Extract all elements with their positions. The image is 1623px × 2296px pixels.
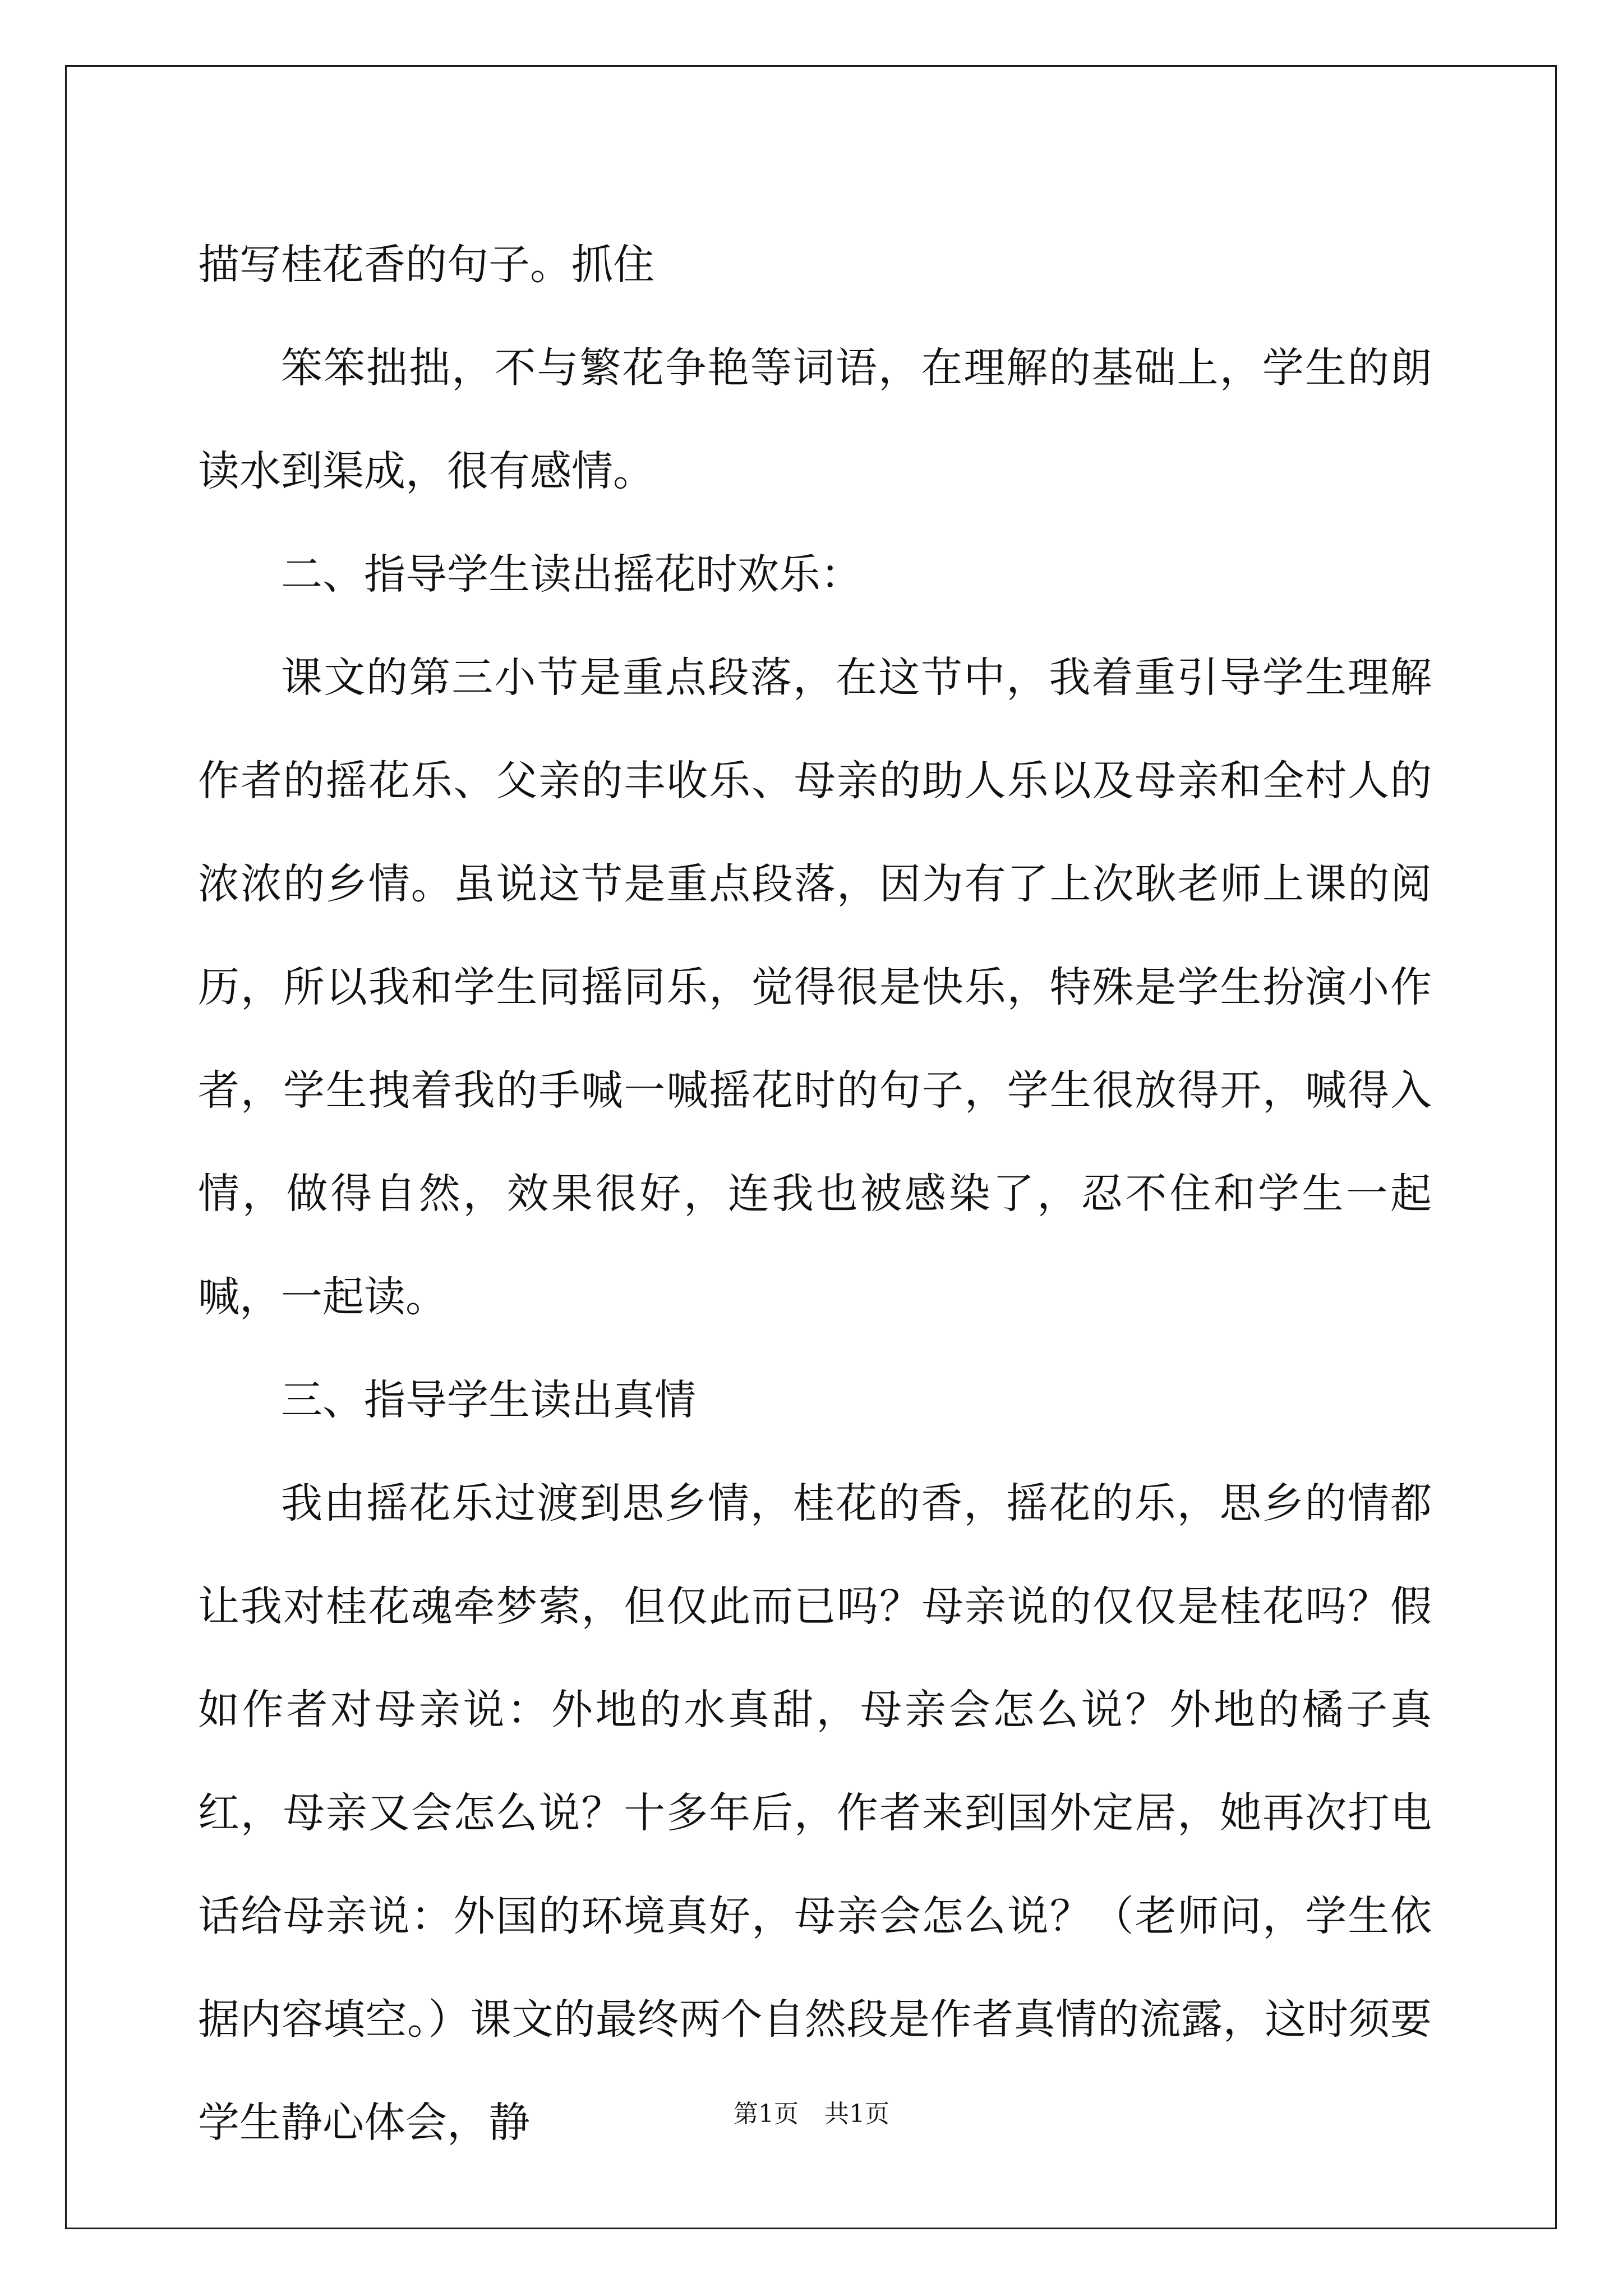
paragraph-4: 课文的第三小节是重点段落，在这节中，我着重引导学生理解作者的摇花乐、父亲的丰收乐、母亲的助人乐以及母亲和全村人的浓浓的乡情。虽说这节是重点段落，因为有了上次耿老师上课的阅历，所以我和学生同摇同乐，觉得很是快乐，特殊是学生扮演小作者，学生拽着我的手喊一喊摇花时的句子，学生很放得开，喊得入情，做得自然，效果很好，连我也被感染了，忍不住和学生一起喊，一起读。	[198, 654, 1432, 1321]
section-heading-2: 二、指导学生读出摇花时欢乐：	[281, 550, 862, 599]
page-number: 第1页	[734, 2100, 799, 2128]
page-total: 共1页	[824, 2100, 889, 2128]
paragraph-1: 描写桂花香的句子。抓住	[198, 241, 654, 289]
paragraph-2: 笨笨拙拙，不与繁花争艳等词语，在理解的基础上，学生的朗读水到渠成，很有感情。	[198, 344, 1432, 495]
document-body	[198, 213, 1432, 2174]
section-heading-3: 三、指导学生读出真情	[281, 1376, 696, 1424]
page-footer	[0, 2093, 1623, 2129]
paragraph-6: 我由摇花乐过渡到思乡情，桂花的香，摇花的乐，思乡的情都让我对桂花魂牵梦萦，但仅此而已吗？母亲说的仅仅是桂花吗？假如作者对母亲说：外地的水真甜，母亲会怎么说？外地的橘子真红，母亲又会怎么说？十多年后，作者来到国外定居，她再次打电话给母亲说：外国的环境真好，母亲会怎么说？（老师问，学生依据内容填空。）课文的最终两个自然段是作者真情的流露，这时须要学生静心体会，静	[198, 1479, 1432, 2147]
